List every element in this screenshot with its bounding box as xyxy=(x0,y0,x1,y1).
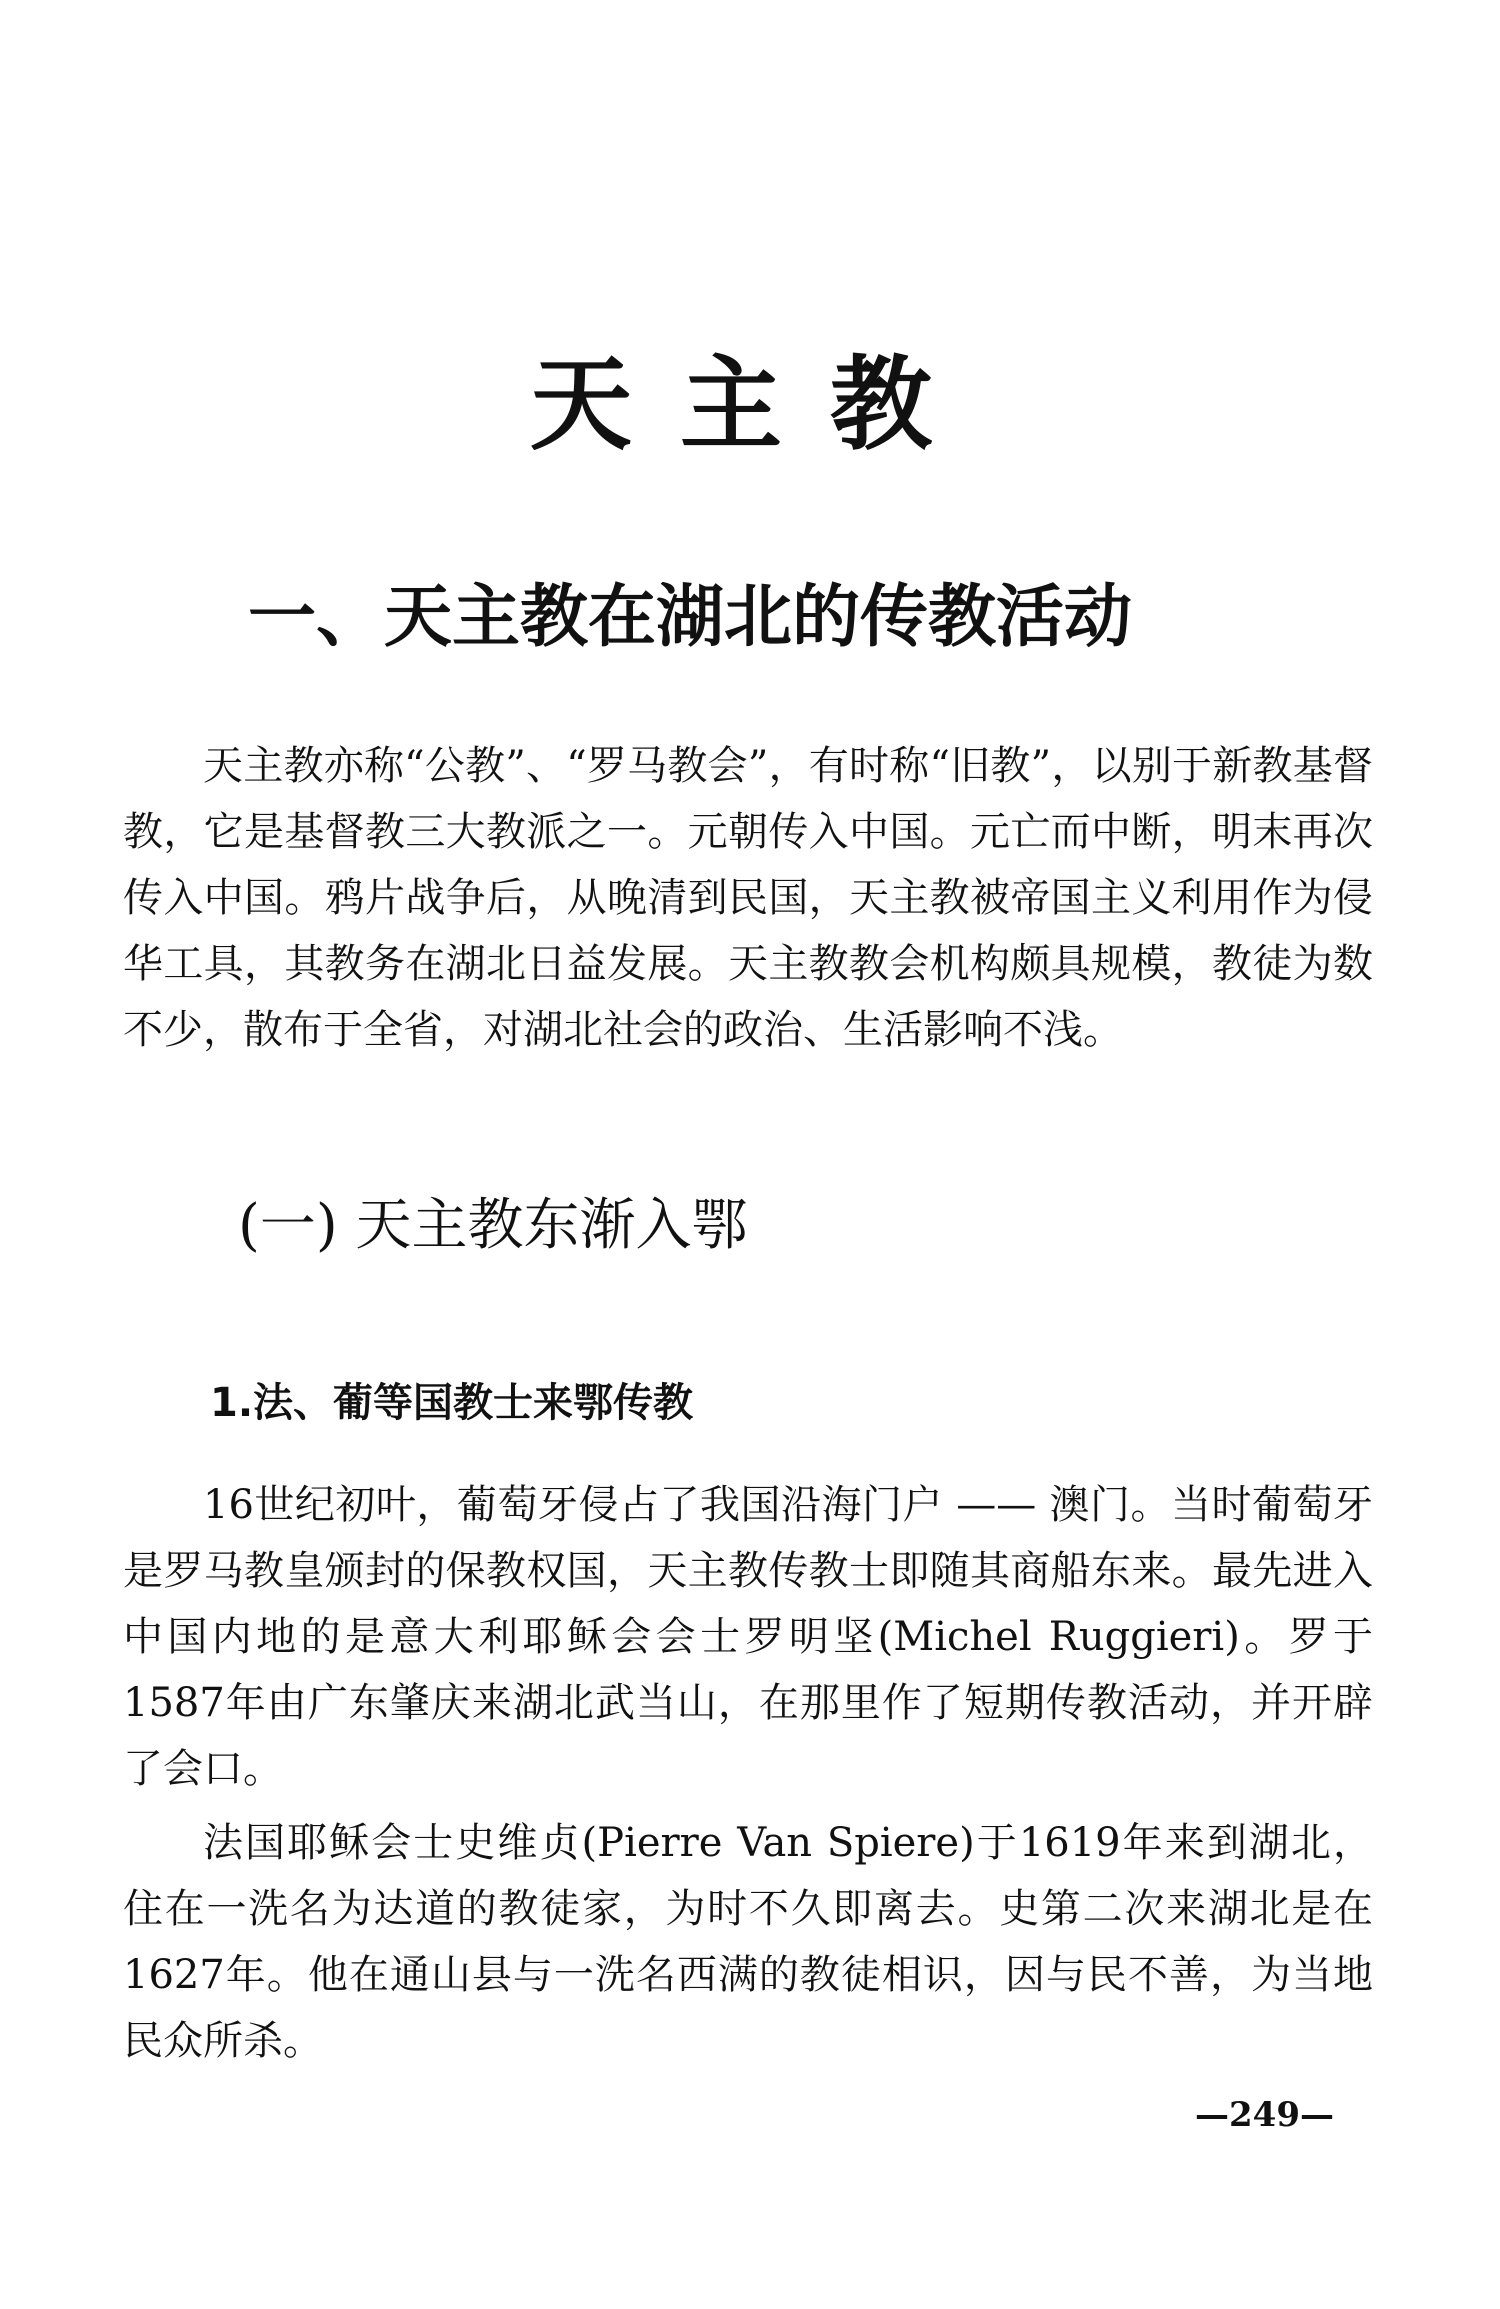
item-title: 1.法、葡等国教士来鄂传教 xyxy=(210,1380,694,1426)
subsection-title: (一) 天主教东渐入鄂 xyxy=(238,1193,748,1258)
section-title: 一、天主教在湖北的传教活动 xyxy=(248,578,1133,657)
chapter-title: 天主教 xyxy=(530,346,980,465)
body-paragraph: 16世纪初叶，葡萄牙侵占了我国沿海门户 —— 澳门。当时葡萄牙是罗马教皇颁封的保教权国，天主教传教士即随其商船东来。最先进入中国内地的是意大利耶稣会会士罗明坚(Michel Ruggieri)。罗于1587年由广东肇庆来湖北武当山，在那里作了短期传教活动，并开辟了会口。 xyxy=(123,1482,1373,1792)
page-number: —249— xyxy=(1195,2095,1334,2135)
body-paragraph: 法国耶稣会士史维贞(Pierre Van Spiere)于1619年来到湖北，住在一洗名为达道的教徒家，为时不久即离去。史第二次来湖北是在1627年。他在通山县与一洗名西满的教徒相识，因与民不善，为当地民众所杀。 xyxy=(123,1820,1373,2064)
intro-paragraph: 天主教亦称“公教”、“罗马教会”，有时称“旧教”，以别于新教基督教，它是基督教三大教派之一。元朝传入中国。元亡而中断，明末再次传入中国。鸦片战争后，从晚清到民国，天主教被帝国主义利用作为侵华工具，其教务在湖北日益发展。天主教教会机构颇具规模，教徒为数不少，散布于全省，对湖北社会的政治、生活影响不浅。 xyxy=(123,743,1373,1053)
